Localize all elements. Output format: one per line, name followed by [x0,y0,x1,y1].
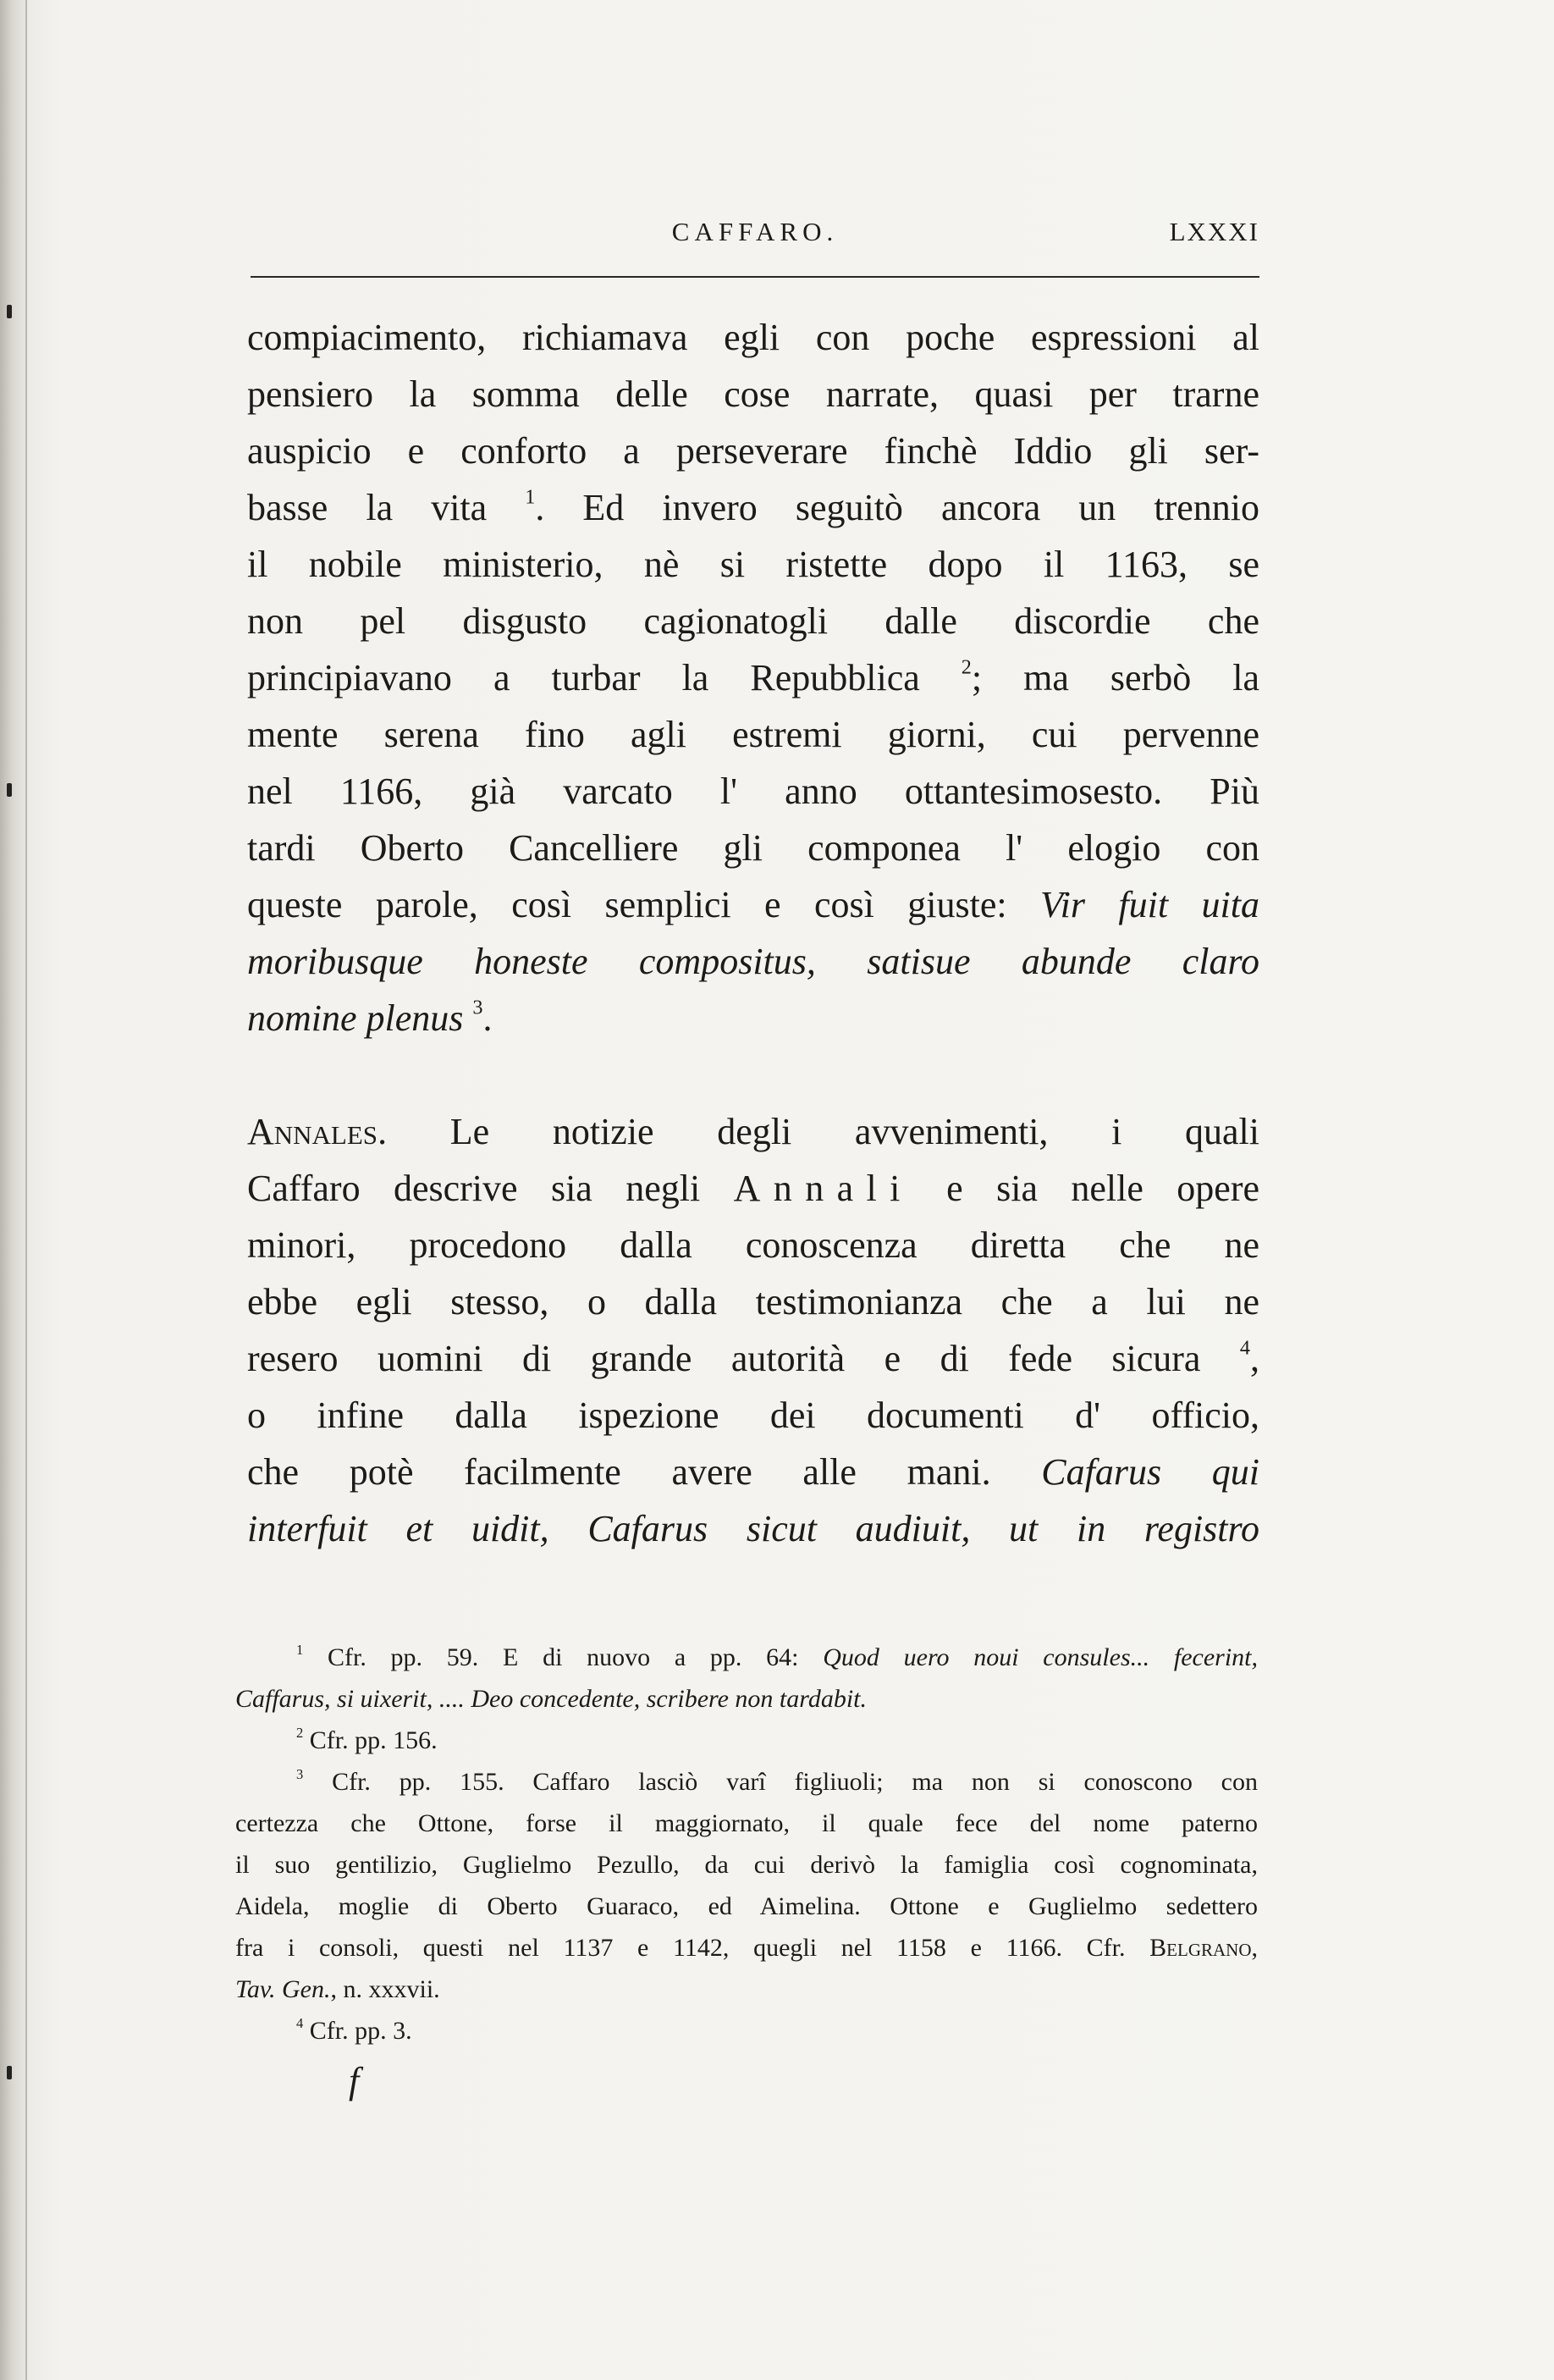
page-number: LXXXI [1169,217,1259,246]
footnote-line [235,1844,1258,1886]
text-line [247,763,1259,820]
body-text [247,309,1259,1557]
text-segment: il suo gentilizio, Guglielmo Pezullo, da cui derivò la famiglia così cognominata, [235,1851,1258,1879]
text-line [247,990,1259,1046]
text-segment: certezza che Ottone, forse il maggiornato, il quale fece del nome paterno [235,1809,1258,1837]
binding-mark [7,2066,12,2079]
text-line [247,1500,1259,1557]
binding-mark [7,305,12,318]
footnote-line [235,1678,1258,1720]
footnote-line [235,2010,1258,2051]
text-segment: Annales [247,1111,378,1152]
text-segment: auspicio e conforto a perseverare finchè Iddio gli ser- [247,430,1259,472]
text-segment: . Le notizie degli avvenimenti, i quali [377,1111,1259,1152]
text-line [247,1160,1259,1217]
text-segment: interfuit et uidit, Cafarus sicut audiuit, ut in registro [247,1508,1259,1549]
text-segment: , [1250,1338,1259,1379]
text-segment: basse la vita [247,487,526,528]
text-line [247,1217,1259,1273]
text-segment: minori, procedono dalla conoscenza diretta che ne [247,1224,1259,1266]
text-line [247,1046,1259,1103]
text-segment: Vir fuit uita [1040,884,1259,925]
text-line [247,593,1259,649]
text-segment: Quod uero noui consules... fecerint, [823,1643,1258,1671]
binding-mark [7,783,12,797]
footnote-line [235,1886,1258,1927]
running-title: CAFFARO. [671,217,839,246]
text-segment: . [482,997,493,1039]
text-line [247,1103,1259,1160]
text-segment: Cfr. pp. 3. [303,2017,412,2045]
footnote-line [235,1803,1258,1844]
text-line [247,876,1259,933]
text-segment: Cfr. pp. 59. E di nuovo a pp. 64: [303,1643,824,1671]
footnote-line [235,1637,1258,1678]
text-line [247,1387,1259,1444]
header-rule [251,276,1259,278]
running-header [251,217,1259,254]
text-line [247,1330,1259,1387]
text-segment: , n. xxxvii. [330,1975,440,2003]
footnote-reference: 3 [472,996,483,1019]
page-binding-edge [25,0,27,2380]
text-line [247,309,1259,366]
text-segment: o infine dalla ispezione dei documenti d' officio, [247,1394,1259,1436]
text-segment: Caffaro descrive sia negli [247,1168,734,1209]
text-segment: . Ed invero seguitò ancora un trennio [535,487,1259,528]
footnote-line [235,1927,1258,1969]
text-line [247,366,1259,422]
footnote-line [235,1720,1258,1761]
text-segment: , [1251,1934,1258,1962]
text-segment: nel 1166, già varcato l' anno ottantesimosesto. Più [247,770,1259,812]
text-line [247,820,1259,876]
text-segment: Belgrano [1149,1934,1252,1962]
text-segment: fra i consoli, questi nel 1137 e 1142, quegli nel 1158 e 1166. Cfr. [235,1934,1150,1962]
text-line [247,933,1259,990]
signature-mark: f [349,2060,360,2101]
text-segment: non pel disgusto cagionatogli dalle discordie che [247,600,1259,642]
text-segment: Annali [733,1168,913,1209]
text-segment: Caffarus, si uixerit, .... Deo concedente, scribere non tardabit. [235,1685,868,1713]
text-segment: mente serena fino agli estremi giorni, cui pervenne [247,714,1259,755]
text-segment: Cfr. pp. 156. [303,1726,438,1754]
text-segment: Tav. Gen. [235,1975,331,2003]
footnote-reference: 4 [296,2014,304,2031]
text-segment: moribusque honeste compositus, satisue abunde claro [247,941,1259,982]
footnotes [235,1637,1258,2051]
text-segment: che potè facilmente avere alle mani. [247,1451,1042,1493]
text-segment: e sia nelle opere [912,1168,1260,1209]
footnote-reference: 1 [296,1641,304,1658]
text-segment: nomine plenus [247,997,473,1039]
text-segment: Cfr. pp. 155. Caffaro lasciò varî figliuoli; ma non si conoscono con [303,1768,1258,1796]
footnote-reference: 2 [296,1724,304,1741]
text-segment: Cafarus qui [1041,1451,1259,1493]
text-line [247,706,1259,763]
text-segment: queste parole, così semplici e così giuste: [247,884,1041,925]
footnote-reference: 1 [525,485,536,509]
text-line [247,479,1259,536]
text-line [247,649,1259,706]
text-segment: compiacimento, richiamava egli con poche espressioni al [247,317,1259,358]
text-segment: Aidela, moglie di Oberto Guaraco, ed Aimelina. Ottone e Guglielmo sedettero [235,1892,1258,1920]
text-segment: tardi Oberto Cancelliere gli componea l' elogio con [247,827,1259,869]
text-segment: principiavano a turbar la Repubblica [247,657,962,699]
text-segment: il nobile ministerio, nè si ristette dopo il 1163, se [247,544,1259,585]
footnote-reference: 2 [961,655,972,679]
footnote-line [235,1761,1258,1803]
text-segment: resero uomini di grande autorità e di fede sicura [247,1338,1240,1379]
text-line [247,422,1259,479]
text-line [247,1444,1259,1500]
text-segment: pensiero la somma delle cose narrate, quasi per trarne [247,373,1259,415]
text-line [247,536,1259,593]
text-line [247,1273,1259,1330]
footnote-reference: 3 [296,1765,304,1782]
text-segment: ; ma serbò la [971,657,1259,699]
text-segment: ebbe egli stesso, o dalla testimonianza che a lui ne [247,1281,1259,1323]
footnote-reference: 4 [1239,1336,1250,1360]
footnote-line [235,1969,1258,2010]
